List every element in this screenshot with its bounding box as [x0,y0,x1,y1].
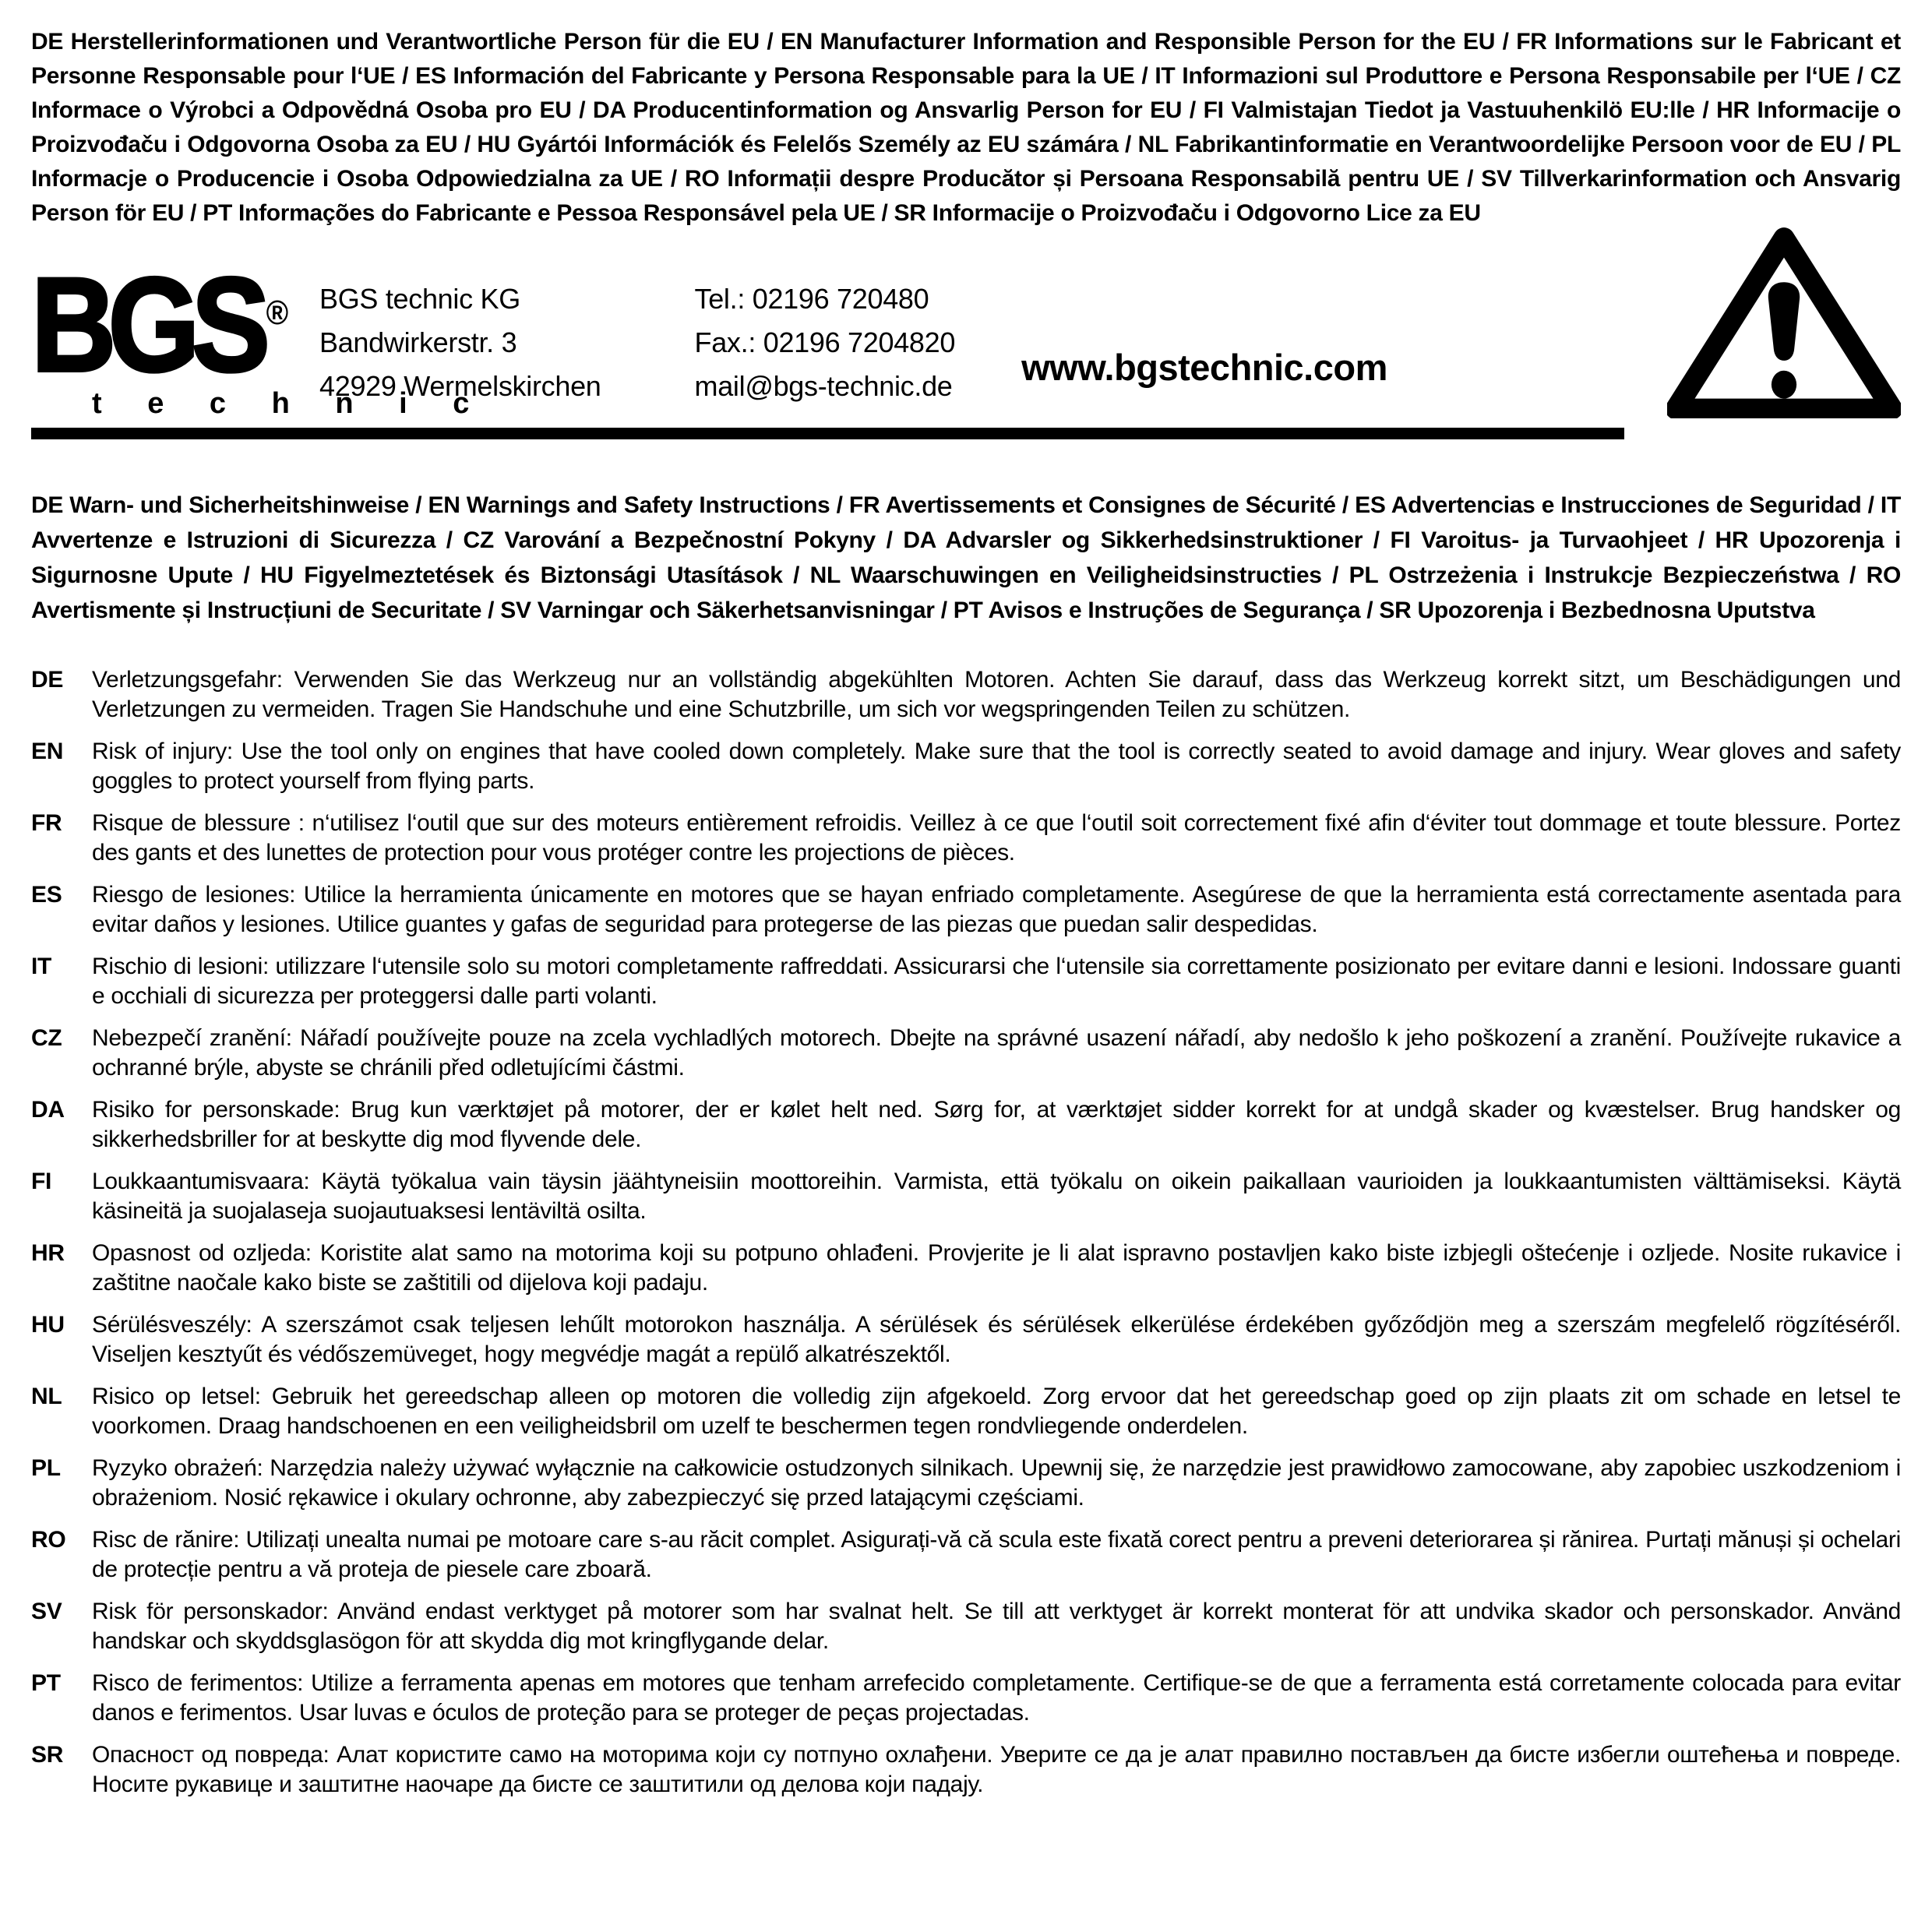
warning-row [31,1167,1901,1226]
warning-lang-label: DA [31,1097,65,1123]
warning-text: Riesgo de lesiones: Utilice la herramienta únicamente en motores que se hayan enfriado completamente. Asegúrese de que la herramienta está correctamente asentada para evitar daños y lesiones. Utilice guantes y gafas de seguridad para protegerse de las piezas que puedan salir despedidas. [92,882,1901,937]
company-phone: Tel.: 02196 720480 [694,283,929,315]
warning-row [31,1597,1901,1656]
warning-text: Ryzyko obrażeń: Narzędzia należy używać wyłącznie na całkowicie ostudzonych silnikach. Upewnij się, że narzędzie jest prawidłowo zamocowane, aby zapobiec uszkodzeniom i obrażeniom. Nosić rękawice i okulary ochronne, aby zabezpieczyć się przed latającymi częściami. [92,1455,1901,1511]
warning-text: Risque de blessure : n‘utilisez l‘outil que sur des moteurs entièrement refroidis. Veillez à ce que l‘outil soit correctement fixé afin d‘éviter tout dommage et toute blessure. Portez des gants et des lunettes de protection pour vous protéger contre les projections de pièces. [92,810,1901,866]
bgs-logo-wordmark: BGS ® [31,250,289,400]
warning-text: Risk för personskador: Använd endast verktyget på motorer som har svalnat helt. Se till att verktyget är korrekt monterat för att undvika skador och personskador. Använd handskar och skyddsglasögon för att skydda dig mot kringflygande delar. [92,1599,1901,1654]
warning-text: Опасност од повреда: Алат користите само на моторима који су потпуно охлађени. Уверите се да је алат правилно постављен да бисте избегли оштећења и повреде. Носите рукавице и заштитне наочаре да бисте се заштитили од делова који падају. [92,1742,1901,1797]
company-section [31,250,1901,439]
warning-lang-label: IT [31,954,52,979]
warning-text: Opasnost od ozljeda: Koristite alat samo na motorima koji su potpuno ohlađeni. Provjerite je li alat ispravno postavljen kako biste izbjegli oštećenje i ozljede. Nosite rukavice i zaštitne naočale kako biste se zaštitili od dijelova koji padaju. [92,1240,1901,1296]
warning-text: Loukkaantumisvaara: Käytä työkalua vain täysin jäähtyneisiin moottoreihin. Varmista, että työkalu on oikein paikallaan vaurioiden ja loukkaantumisten välttämiseksi. Käytä käsineitä ja suojalaseja suojautuaksesi lentäviltä osilta. [92,1169,1901,1224]
warning-lang-label: SR [31,1742,64,1768]
warning-lang-label: CZ [31,1025,62,1051]
warning-text: Rischio di lesioni: utilizzare l‘utensile solo su motori completamente raffreddati. Assicurarsi che l‘utensile sia correttamente posizionato per evitare danni e lesioni. Indossare guanti e occhiali di sicurezza per proteggersi dalle parti volanti. [92,954,1901,1009]
warning-row [31,1095,1901,1155]
warning-text: Verletzungsgefahr: Verwenden Sie das Werkzeug nur an vollständig abgekühlten Motoren. Achten Sie darauf, dass das Werkzeug korrekt sitzt, um Beschädigungen und Verletzungen zu vermeiden. Tragen Sie Handschuhe und eine Schutzbrille, um sich vor wegspringenden Teilen zu schützen. [92,667,1901,722]
warning-text: Risc de rănire: Utilizați unealta numai pe motoare care s-au răcit complet. Asigurați-vă că scula este fixată corect pentru a preveni deteriorarea și rănirea. Purtați mănuși și ochelari de protecție pentru a vă proteja de piesele care zboară. [92,1527,1901,1582]
company-website: www.bgstechnic.com [1021,347,1387,388]
warning-row [31,880,1901,940]
company-address [319,277,601,408]
warning-lang-label: DE [31,667,64,693]
warning-lang-label: ES [31,882,62,908]
warning-lang-label: HU [31,1312,65,1338]
warning-triangle-icon [1667,227,1901,418]
company-street: Bandwirkerstr. 3 [319,326,517,358]
divider-rule [31,428,1624,439]
company-email: mail@bgs-technic.de [694,370,953,402]
warnings-title: DE Warn- und Sicherheitshinweise / EN Warnings and Safety Instructions / FR Avertissements et Consignes de Sécurité / ES Advertencias e Instrucciones de Seguridad / IT Avvertenze e Istruzioni di Sicurezza / CZ Varování a Bezpečnostní Pokyny / DA Advarsler og Sikkerhedsinstruktioner / FI Varoitus- ja Turvaohjeet / HR Upozorenja i Sigurnosne Upute / HU Figyelmeztetések és Biztonsági Utasítások / NL Waarschuwingen en Veiligheidsinstructies / PL Ostrzeżenia i Instrukcje Bezpieczeństwa / RO Avertismente și Instrucțiuni de Securitate / SV Varningar och Säkerhetsanvisningar / PT Avisos e Instruções de Segurança / SR Upozorenja i Bezbednosna Uputstva [31,492,1901,623]
warning-lang-label: EN [31,739,64,764]
warning-row [31,665,1901,724]
warning-lang-label: SV [31,1599,62,1624]
warning-text: Nebezpečí zranění: Nářadí používejte pouze na zcela vychladlých motorech. Dbejte na správné usazení nářadí, aby nedošlo k jeho poškození a zranění. Používejte rukavice a ochranné brýle, abyste se chránili před odletujícími částmi. [92,1025,1901,1081]
warning-lang-label: FR [31,810,62,836]
warning-row [31,1382,1901,1441]
warning-text: Sérülésveszély: A szerszámot csak teljesen lehűlt motorokon használja. A sérülések és sérülések elkerülése érdekében győződjön meg a szerszám megfelelő rögzítéséről. Viseljen kesztyűt és védőszemüveget, hogy megvédje magát a repülő alkatrészektől. [92,1312,1901,1367]
warning-row [31,952,1901,1011]
warning-row [31,1024,1901,1083]
warning-row [31,1669,1901,1728]
manufacturer-info-title: DE Herstellerinformationen und Verantwortliche Person für die EU / EN Manufacturer Information and Responsible Person for the EU / FR Informations sur le Fabricant et Personne Responsable pour l‘UE / ES Información del Fabricante y Persona Responsable para la UE / IT Informazioni sul Produttore e Persona Responsabile per l‘UE / CZ Informace o Výrobci a Odpovědná Osoba pro EU / DA Producentinformation og Ansvarlig Person for EU / FI Valmistajan Tiedot ja Vastuuhenkilö EU:lle / HR Informacije o Proizvođaču i Odgovorna Osoba za EU / HU Gyártói Információk és Felelős Személy az EU számára / NL Fabrikantinformatie en Verantwoordelijke Persoon voor de EU / PL Informacje o Producencie i Osoba Odpowiedzialna za UE / RO Informații despre Producător și Persoana Responsabilă pentru UE / SV Tillverkarinformation och Ansvarig Person för EU / PT Informações do Fabricante e Pessoa Responsável pela UE / SR Informacije o Proizvođaču i Odgovorno Lice za EU [31,29,1901,226]
warnings-list [31,665,1901,1800]
company-name: BGS technic KG [319,283,520,315]
warning-text: Risco de ferimentos: Utilize a ferramenta apenas em motores que tenham arrefecido completamente. Certifique-se de que a ferramenta está corretamente colocada para evitar danos e ferimentos. Usar luvas e óculos de proteção para se proteger de peças projectadas. [92,1670,1901,1726]
warning-row [31,1310,1901,1370]
warning-lang-label: FI [31,1169,52,1194]
company-contact [695,277,956,408]
warning-lang-label: HR [31,1240,65,1266]
warning-text: Risiko for personskade: Brug kun værktøjet på motorer, der er kølet helt ned. Sørg for, at værktøjet sidder korrekt for at undgå skader og kvæstelser. Brug handsker og sikkerhedsbriller for at beskytte dig mod flyvende dele. [92,1097,1901,1152]
bgs-logo-technic-label: t e c h n i c [92,386,488,420]
warning-lang-label: RO [31,1527,66,1553]
warning-row [31,1454,1901,1513]
registered-trademark-symbol: ® [266,294,289,332]
company-city: 42929 Wermelskirchen [319,370,601,402]
warning-text: Risico op letsel: Gebruik het gereedschap alleen op motoren die volledig zijn afgekoeld. Zorg ervoor dat het gereedschap goed op zijn plaats zit om schade en letsel te voorkomen. Draag handschoenen en een veiligheidsbril om uzelf te beschermen tegen rondvliegende onderdelen. [92,1384,1901,1439]
warning-lang-label: NL [31,1384,62,1409]
warning-text: Risk of injury: Use the tool only on engines that have cooled down completely. Make sure that the tool is correctly seated to avoid damage and injury. Wear gloves and safety goggles to protect yourself from flying parts. [92,739,1901,794]
warning-row [31,737,1901,796]
warning-lang-label: PT [31,1670,61,1696]
company-fax: Fax.: 02196 7204820 [694,326,956,358]
warning-row [31,1740,1901,1800]
warning-row [31,1239,1901,1298]
warning-row [31,809,1901,868]
warning-row [31,1525,1901,1585]
warning-lang-label: PL [31,1455,61,1481]
